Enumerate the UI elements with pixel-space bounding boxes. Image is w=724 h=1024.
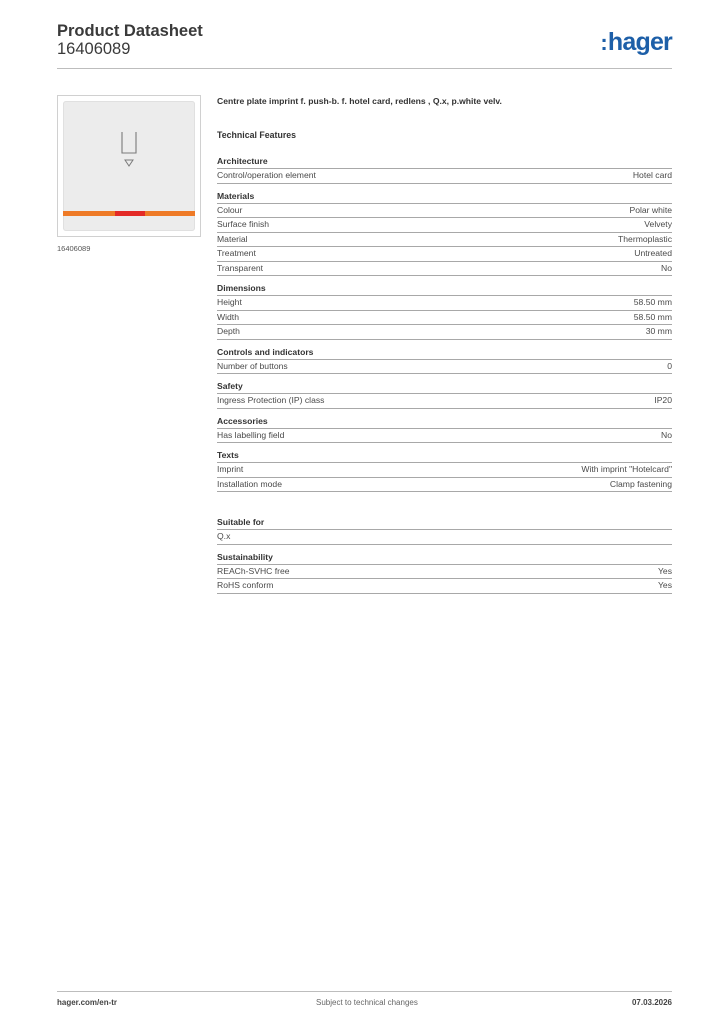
feature-value: Clamp fastening <box>609 478 672 489</box>
footer-notice: Subject to technical changes <box>316 998 418 1007</box>
section-title: Controls and indicators <box>217 347 672 360</box>
lens-strip <box>63 211 195 216</box>
feature-value: 0 <box>667 360 672 371</box>
section-title: Accessories <box>217 416 672 429</box>
section-title: Safety <box>217 381 672 394</box>
section-title: Dimensions <box>217 283 672 296</box>
footer-date: 07.03.2026 <box>631 998 672 1007</box>
logo-colon-mark: : <box>600 30 607 55</box>
feature-label: Has labelling field <box>217 429 285 440</box>
section-title: Materials <box>217 191 672 204</box>
feature-label: Treatment <box>217 248 256 258</box>
footer-divider <box>57 991 672 992</box>
technical-features-title: Technical Features <box>217 130 297 140</box>
feature-label: Control/operation element <box>217 170 316 180</box>
feature-label: Imprint <box>217 464 244 474</box>
feature-value: Thermoplastic <box>618 233 672 244</box>
feature-value: Yes <box>657 580 672 590</box>
feature-row <box>217 478 672 493</box>
feature-row <box>217 169 672 184</box>
feature-value: IP20 <box>654 395 672 405</box>
section-spacer <box>217 492 672 510</box>
feature-label: Height <box>217 297 242 307</box>
section-title: Architecture <box>217 156 672 169</box>
feature-row <box>217 311 672 326</box>
feature-label: Depth <box>217 326 240 336</box>
feature-row <box>217 394 672 409</box>
feature-label: Transparent <box>217 262 264 273</box>
feature-row <box>217 463 672 478</box>
feature-value: Hotel card <box>632 170 672 180</box>
feature-label: Width <box>217 311 239 322</box>
feature-label: Surface finish <box>217 219 270 229</box>
feature-row <box>217 247 672 262</box>
feature-row <box>217 262 672 277</box>
header-divider <box>57 68 672 69</box>
feature-value: Untreated <box>634 248 672 258</box>
feature-value: No <box>661 429 672 440</box>
feature-row <box>217 296 672 311</box>
feature-label: REACh-SVHC free <box>217 565 290 576</box>
feature-label: Material <box>217 233 248 244</box>
feature-value: With imprint "Hotelcard" <box>581 464 672 474</box>
feature-label: Q.x <box>217 531 231 541</box>
feature-row <box>217 204 672 219</box>
feature-row <box>217 218 672 233</box>
section-title: Suitable for <box>217 517 672 530</box>
hager-logo <box>600 28 672 57</box>
feature-row <box>217 565 672 580</box>
feature-value: 30 mm <box>645 326 672 336</box>
image-caption: 16406089 <box>57 244 91 253</box>
feature-value: Velvety <box>644 219 672 229</box>
feature-row <box>217 429 672 444</box>
feature-row <box>217 360 672 375</box>
feature-value: Yes <box>657 565 672 576</box>
feature-sections <box>217 156 672 594</box>
section-title: Sustainability <box>217 552 672 565</box>
feature-row <box>217 579 672 594</box>
product-image <box>57 95 201 237</box>
feature-label: Installation mode <box>217 478 282 489</box>
footer-website-link[interactable]: hager.com/en-tr <box>57 998 118 1007</box>
feature-value: 58.50 mm <box>633 297 672 307</box>
feature-row <box>217 233 672 248</box>
feature-row <box>217 325 672 340</box>
feature-value: No <box>661 262 672 273</box>
section-title: Texts <box>217 450 672 463</box>
product-description: Centre plate imprint f. push-b. f. hotel card, redlens , Q.x, p.white velv. <box>217 96 502 106</box>
feature-label: Ingress Protection (IP) class <box>217 395 325 405</box>
centre-plate <box>63 101 195 231</box>
product-number: 16406089 <box>57 40 131 58</box>
logo-text: hager <box>607 28 672 56</box>
page-title: Product Datasheet <box>57 22 203 40</box>
feature-value: Polar white <box>629 204 672 215</box>
feature-label: RoHS conform <box>217 580 274 590</box>
hotel-card-slot-icon <box>120 131 138 173</box>
feature-label: Colour <box>217 204 243 215</box>
feature-value: 58.50 mm <box>633 311 672 322</box>
datasheet-content <box>217 96 672 594</box>
feature-label: Number of buttons <box>217 360 288 371</box>
feature-row <box>217 530 672 545</box>
red-lens <box>115 211 145 216</box>
